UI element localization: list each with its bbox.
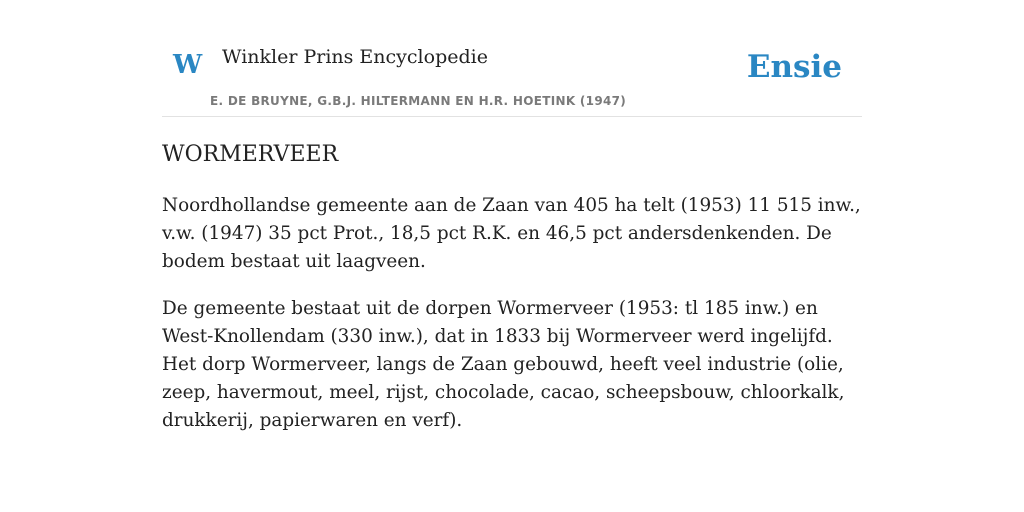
article-title: WORMERVEER [162, 142, 339, 167]
publication-header [162, 0, 862, 117]
page-container [162, 0, 862, 431]
publication-authors: E. DE BRUYNE, G.B.J. HILTERMANN EN H.R. HOETINK (1947) [210, 94, 627, 108]
article-paragraph: De gemeente bestaat uit de dorpen Wormerveer (1953: tl 185 inw.) en West-Knollendam (330 inw.), dat in 1833 bij Wormerveer werd ingelijfd. Het dorp Wormerveer, langs de Zaan gebouwd, heeft veel industrie (olie, zeep, havermout, meel, rijst, chocolade, cacao, scheepsbouw, chloorkalk, drukkerij, papierwaren en verf). [162, 298, 845, 431]
publication-logo[interactable]: W [173, 50, 203, 80]
brand-logo-link[interactable]: Ensie [746, 49, 842, 85]
article-paragraph: Noordhollandse gemeente aan de Zaan van 405 ha telt (1953) 11 515 inw., v.w. (1947) 35 pct Prot., 18,5 pct R.K. en 46,5 pct andersdenkenden. De bodem bestaat uit laagveen. [162, 195, 861, 272]
publication-title[interactable]: Winkler Prins Encyclopedie [222, 46, 488, 68]
